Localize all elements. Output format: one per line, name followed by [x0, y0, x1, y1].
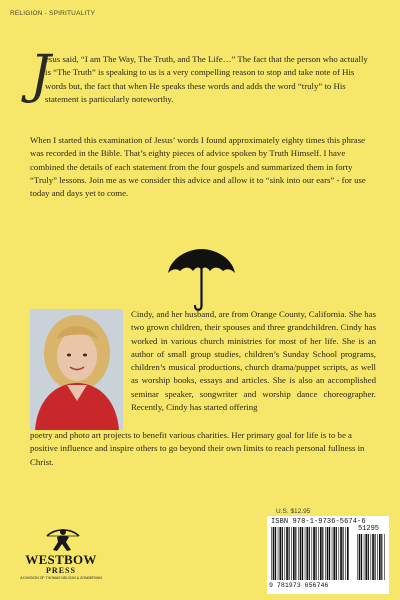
publisher-press: PRESS	[46, 566, 76, 575]
barcode-bar	[305, 527, 306, 580]
barcode-bar	[379, 534, 381, 580]
barcode-bar	[368, 534, 369, 580]
barcode-bar	[332, 527, 333, 580]
barcode-digits: 9 781973 656746	[269, 582, 329, 589]
barcode-bar	[302, 527, 303, 580]
barcode-bar	[275, 527, 276, 580]
barcode-bar	[306, 527, 308, 580]
barcode-bar	[340, 527, 342, 580]
barcode-bar	[295, 527, 296, 580]
intro-paragraph	[30, 45, 375, 106]
barcode-bar	[312, 527, 313, 580]
umbrella-icon	[167, 249, 236, 312]
publisher-name: WESTBOW	[25, 552, 97, 567]
barcode-bar	[316, 527, 317, 580]
barcode-bar	[384, 534, 385, 580]
barcode-bar	[285, 527, 286, 580]
barcode-bar	[282, 527, 283, 580]
price-label: U.S. $12.95	[276, 508, 311, 515]
barcode-bar	[345, 527, 346, 580]
barcode-bar	[309, 527, 310, 580]
barcode-bar	[313, 527, 315, 580]
barcode-bar	[293, 527, 295, 580]
author-photo	[30, 309, 123, 430]
barcode-bar	[286, 527, 288, 580]
author-bio-continued: poetry and photo art projects to benefit various charities. Her primary goal for life is to be a positive influence and inspire others to go beyond their own limits to reach personal fullness in Christ.	[30, 430, 365, 467]
barcode-bar	[289, 527, 290, 580]
barcode-bar	[320, 527, 322, 580]
barcode-bar	[322, 527, 323, 580]
barcode-icon	[271, 527, 349, 580]
barcode-bar	[339, 527, 340, 580]
category-label: RELIGION - SPIRITUALITY	[10, 10, 96, 17]
barcode-bar	[300, 527, 302, 580]
barcode-bar	[318, 527, 319, 580]
author-bio: Cindy, and her husband, are from Orange County, California. She has two grown children, their spouses and three grandchildren. Cindy has worked in various church ministries for most of her life. She is an author of small group studies, children’s Sunday School programs, children’s musical productions, church drama/puppet scripts, as well as worship books, essays and articles. She is also an accomplished seminar speaker, songwriter and worship dance choreographer. Recently, Cindy has started offering	[131, 309, 376, 413]
barcode-bar	[327, 527, 329, 580]
isbn-number: ISBN 978-1-9736-5674-6	[271, 518, 366, 526]
barcode-bar	[375, 534, 376, 580]
barcode-bar	[278, 527, 279, 580]
barcode-bar	[329, 527, 330, 580]
barcode-bar	[291, 527, 292, 580]
barcode-bar	[333, 527, 335, 580]
publisher-tagline: A DIVISION OF THOMAS NELSON & ZONDERVAN	[20, 576, 102, 580]
intro-text: esus said, “I am The Way, The Truth, and The Life…” The fact that the person who actually is “The Truth” is speaking to us is a very compelling reason to stop and take note of His words but, the fact that when He speaks these words and adds the word “truly” to His statement is particularly noteworthy.	[45, 54, 368, 104]
barcode-bar	[377, 534, 378, 580]
barcode-bar	[271, 527, 272, 580]
barcode-bar	[298, 527, 299, 580]
description-paragraph: When I started this examination of Jesus’ words I found approximately eighty times this phrase was recorded in the Bible. That’s eighty pieces of advice spoken by Truth Himself. I have combined the details of each statement from the four gospels and summarized them in forty “Truly” lessons. Join me as we consider this advice and allow it to “sink into our ears” - for use today and days yet to come.	[30, 135, 366, 199]
westbow-logo-icon	[11, 524, 111, 586]
barcode-addon-icon	[357, 534, 386, 580]
barcode-bar	[372, 534, 374, 580]
barcode-bar	[357, 534, 358, 580]
barcode-bar	[371, 534, 372, 580]
barcode-bar	[359, 534, 361, 580]
barcode-bar	[365, 534, 367, 580]
drop-cap: J	[30, 45, 51, 105]
barcode-bar	[279, 527, 281, 580]
barcode-bar	[343, 527, 344, 580]
barcode-bar	[364, 534, 365, 580]
barcode-box	[267, 516, 389, 594]
barcode-bar	[361, 534, 362, 580]
barcode-bar	[381, 534, 382, 580]
barcode-bar	[325, 527, 326, 580]
barcode-bar	[347, 527, 349, 580]
addon-code: 51295	[358, 525, 380, 533]
barcode-bar	[336, 527, 337, 580]
barcode-bar	[273, 527, 275, 580]
